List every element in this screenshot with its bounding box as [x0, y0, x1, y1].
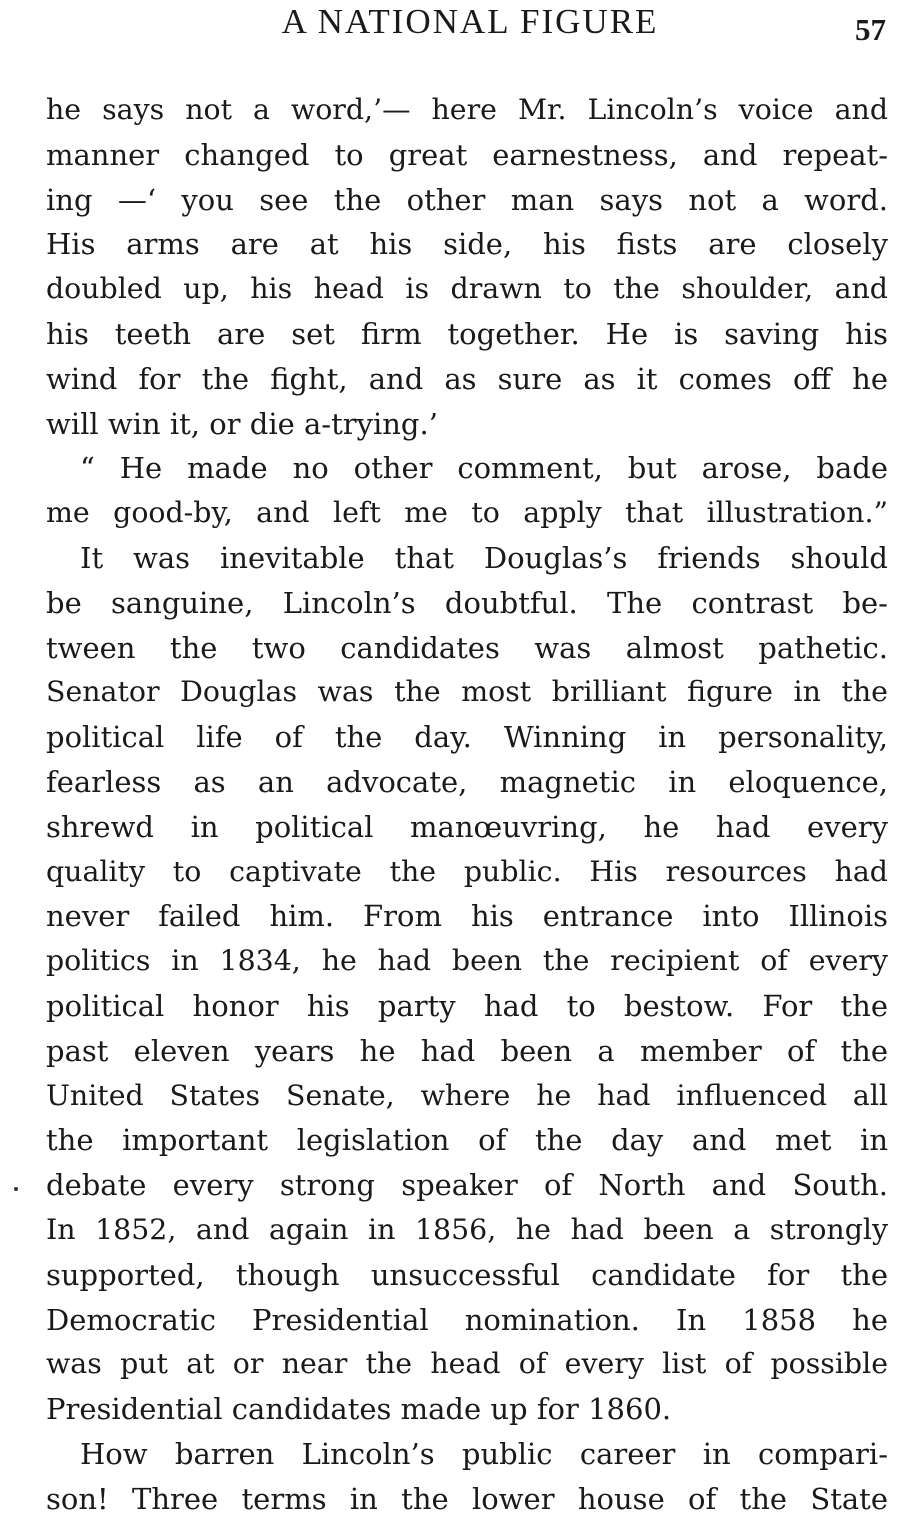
paragraph [46, 1432, 888, 1522]
text-line: Senator Douglas was the most brilliant figure in the [46, 675, 888, 709]
text-line: was put at or near the head of every list of possible [46, 1347, 888, 1381]
text-line: fearless as an advocate, magnetic in eloquence, [46, 764, 888, 799]
body-text [46, 88, 888, 1522]
text-line: His arms are at his side, his fists are closely [46, 227, 888, 262]
text-line: debate every strong speaker of North and South. [46, 1168, 888, 1203]
text-line: be sanguine, Lincoln’s doubtful. The contrast be- [46, 585, 888, 620]
text-line: the important legislation of the day and met in [46, 1123, 888, 1158]
margin-mark [14, 1187, 18, 1191]
text-line: wind for the fight, and as sure as it comes off he [46, 361, 888, 396]
text-line: his teeth are set firm together. He is saving his [46, 316, 888, 351]
paragraph [46, 88, 888, 446]
text-line: political honor his party had to bestow. For the [46, 988, 888, 1023]
text-line: will win it, or die a-trying.’ [46, 406, 438, 441]
text-line: political life of the day. Winning in personality, [46, 720, 888, 755]
text-line: How barren Lincoln’s public career in compari- [80, 1436, 888, 1471]
paragraph [46, 536, 888, 1432]
text-line: It was inevitable that Douglas’s friends should [80, 540, 888, 575]
text-line: past eleven years he had been a member of the [46, 1033, 888, 1068]
text-line: quality to captivate the public. His resources had [46, 854, 888, 888]
paragraph [46, 446, 888, 536]
text-line: shrewd in political manœuvring, he had every [46, 809, 888, 844]
page-number: 57 [855, 12, 886, 47]
text-line: “ He made no other comment, but arose, bade [80, 451, 888, 486]
text-line: never failed him. From his entrance into Illinois [46, 899, 888, 934]
text-line: In 1852, and again in 1856, he had been a strongly [46, 1212, 888, 1246]
text-line: doubled up, his head is drawn to the shoulder, and [46, 272, 888, 306]
text-line: son! Three terms in the lower house of the State [46, 1481, 888, 1516]
text-line: manner changed to great earnestness, and repeat- [46, 137, 888, 172]
chapter-title: A NATIONAL FIGURE [281, 2, 659, 41]
text-line: ing —‘ you see the other man says not a word. [46, 182, 888, 217]
text-line: politics in 1834, he had been the recipient of every [46, 944, 888, 978]
text-line: me good-by, and left me to apply that illustration.” [46, 496, 888, 530]
text-line: he says not a word,’— here Mr. Lincoln’s voice and [46, 93, 888, 126]
text-line: Presidential candidates made up for 1860. [46, 1392, 672, 1427]
running-head [0, 0, 900, 50]
text-line: supported, though unsuccessful candidate for the [46, 1257, 888, 1292]
text-line: United States Senate, where he had influenced all [46, 1078, 888, 1112]
text-line: tween the two candidates was almost pathetic. [46, 630, 888, 665]
text-line: Democratic Presidential nomination. In 1858 he [46, 1302, 888, 1337]
